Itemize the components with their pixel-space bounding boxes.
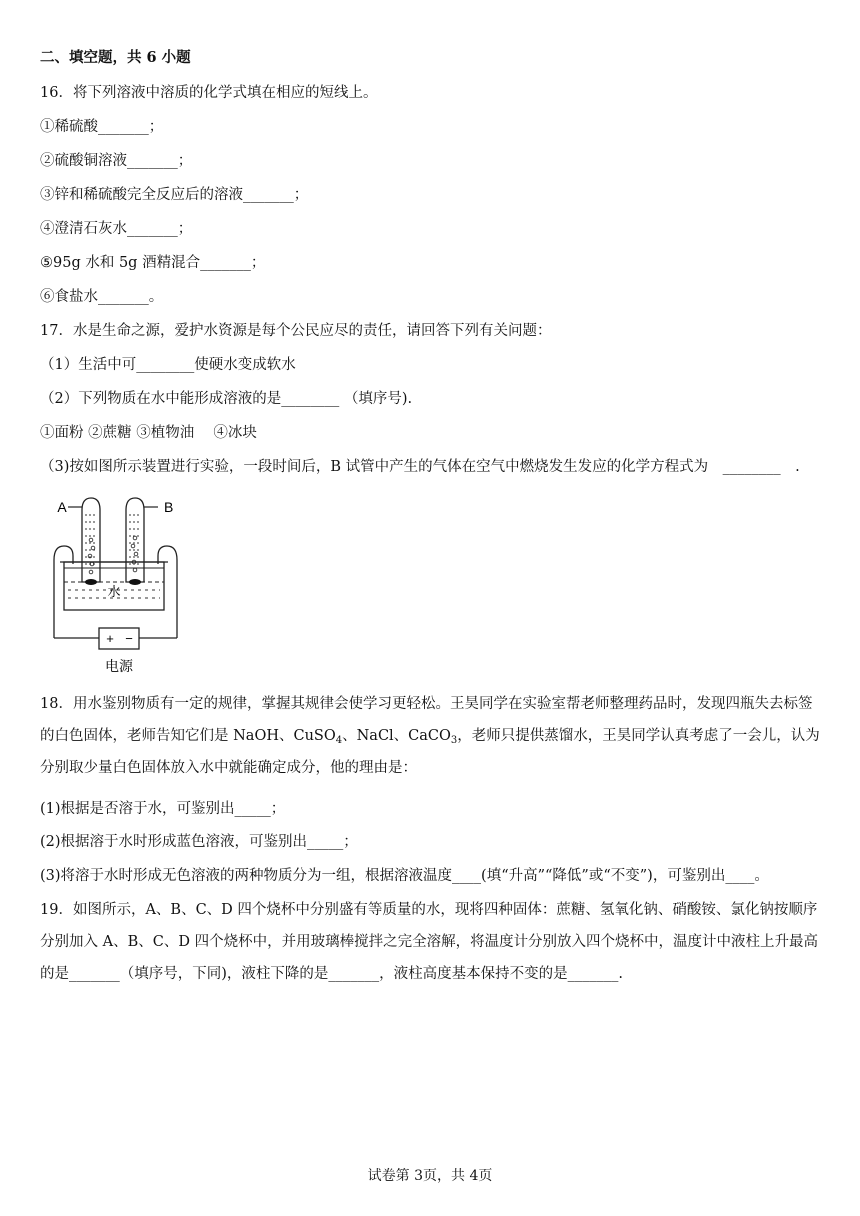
q19-paragraph: 19．如图所示，A、B、C、D 四个烧杯中分别盛有等质量的水，现将四种固体：蔗糖、氢氧化钠、硝酸铵、氯化钠按顺序分别加入 A、B、C、D 四个烧杯中，并用玻璃棒搅拌之完全溶解，将温度计分别放入四个烧杯中，温度计中液柱上升最高的是_______（填序号，下同)，液柱下降的是_______，液柱高度基本保持不变的是_______.	[40, 902, 819, 982]
section-header: 二、填空题，共 6 小题	[40, 49, 191, 66]
page-footer: 试卷第 3页，共 4页	[367, 1168, 493, 1184]
q17-stem: 17．水是生命之源，爱护水资源是每个公民应尽的责任，请回答下列有关问题：	[40, 323, 552, 339]
test-tube-a	[82, 498, 100, 582]
power-supply-box	[99, 628, 139, 649]
minus-terminal: −	[125, 631, 133, 646]
q18-part2: (2)根据溶于水时形成蓝色溶液，可鉴别出_____；	[40, 834, 358, 850]
q16-item-6: ⑥食盐水_______。	[40, 289, 164, 305]
label-b: B	[164, 499, 174, 515]
q17-options: ①面粉 ②蔗糖 ③植物油 ④冰块	[40, 425, 257, 441]
wire-right	[158, 546, 177, 638]
q16-item-2: ②硫酸铜溶液_______；	[40, 153, 193, 169]
q19-text	[40, 894, 824, 990]
q18-text-b: 、NaCl、CaCO	[342, 728, 451, 744]
q18-sub-3: 3	[450, 735, 458, 746]
label-a: A	[57, 499, 67, 515]
q17-part3: （3)按如图所示装置进行实验，一段时间后，B 试管中产生的气体在空气中燃烧发生发应的化学方程式为 ________ .	[40, 459, 800, 475]
q17-part1: （1）生活中可________使硬水变成软水	[40, 357, 296, 373]
q18-sub-4: 4	[335, 735, 343, 746]
q18-part3: (3)将溶于水时形成无色溶液的两种物质分为一组，根据溶液温度____(填“升高”“降低”或“不变”)，可鉴别出____。	[40, 868, 769, 884]
plus-terminal: +	[106, 631, 114, 646]
q16-item-4: ④澄清石灰水_______；	[40, 221, 193, 237]
q18-text-a: 18．用水鉴别物质有一定的规律，掌握其规律会使学习更轻松。王昊同学在实验室帮老师整理药品时，发现四瓶失去标签的白色固体，老师告知它们是 NaOH、CuSO	[40, 696, 813, 744]
q16-item-5: ⑤95g 水和 5g 酒精混合_______；	[40, 255, 266, 271]
q17-part2: （2）下列物质在水中能形成溶液的是________ （填序号).	[40, 391, 413, 407]
q18-intro	[40, 688, 824, 784]
q16-stem: 16．将下列溶液中溶质的化学式填在相应的短线上。	[40, 85, 378, 101]
q16-item-3: ③锌和稀硫酸完全反应后的溶液_______；	[40, 187, 309, 203]
water-label: 水	[107, 585, 121, 600]
q18-part1: (1)根据是否溶于水，可鉴别出_____；	[40, 801, 286, 817]
q18-text-c: ，老师只提供蒸馏水，王昊同学认真考虑了一会儿，认为分别取少量白色固体放入水中就能确定成分，他的理由是：	[40, 728, 820, 776]
power-label: 电源	[105, 659, 133, 675]
electrolysis-apparatus-diagram	[40, 490, 200, 680]
q16-item-1: ①稀硫酸_______；	[40, 119, 164, 135]
